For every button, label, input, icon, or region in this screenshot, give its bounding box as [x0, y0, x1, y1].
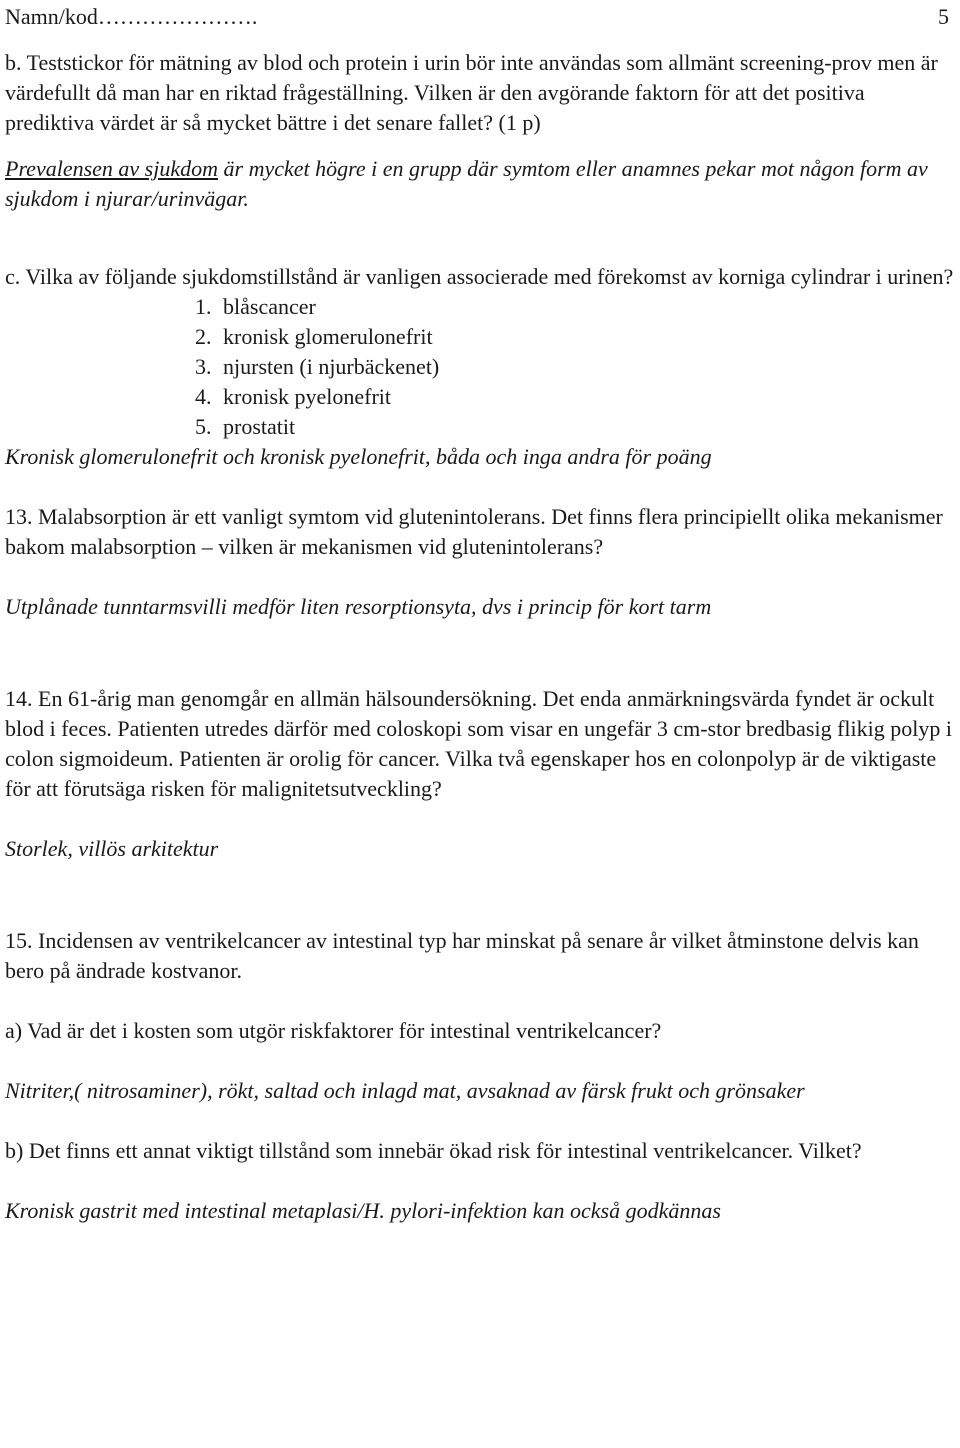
- page-number: 5: [938, 4, 949, 29]
- list-item-text: prostatit: [223, 414, 296, 439]
- answer-13: Utplånade tunntarmsvilli medför liten resorptionsyta, dvs i princip för kort tarm: [5, 594, 712, 619]
- list-item: [195, 322, 957, 352]
- list-item-number: 3.: [195, 354, 212, 379]
- list-item-number: 1.: [195, 294, 212, 319]
- question-12b: [5, 48, 957, 214]
- answer-15b: Kronisk gastrit med intestinal metaplasi/H. pylori-infektion kan också godkännas: [5, 1198, 721, 1223]
- option-list: [5, 292, 957, 442]
- question-13: [5, 502, 957, 622]
- question-12c-text: c. Vilka av följande sjukdomstillstånd är vanligen associerade med förekomst av korniga cylindrar i urinen?: [5, 264, 954, 289]
- answer-12b-rest: är mycket högre i en grupp där symtom eller anamnes pekar mot någon form av sjukdom i njurar/urinvägar.: [5, 156, 928, 211]
- answer-12b: [5, 154, 957, 214]
- question-14-text: 14. En 61-årig man genomgår en allmän hälsoundersökning. Det enda anmärkningsvärda fyndet är ockult blod i feces. Patienten utredes därför med coloskopi som visar en ungefär 3 cm-stor bredbasig flikig polyp i colon sigmoideum. Patienten är orolig för cancer. Vilka två egenskaper hos en colonpolyp är de viktigaste för att förutsäga risken för malignitetsutveckling?: [5, 686, 952, 801]
- question-15a-text: a) Vad är det i kosten som utgör riskfaktorer för intestinal ventrikelcancer?: [5, 1018, 662, 1043]
- question-15: [5, 926, 957, 1226]
- question-12c: [5, 262, 957, 472]
- exam-page: [5, 0, 957, 1226]
- list-item-number: 4.: [195, 384, 212, 409]
- answer-12b-underlined: Prevalensen av sjukdom: [5, 156, 219, 181]
- list-item: [195, 292, 957, 322]
- list-item-text: blåscancer: [223, 294, 316, 319]
- list-item-text: kronisk pyelonefrit: [223, 384, 392, 409]
- answer-12c: Kronisk glomerulonefrit och kronisk pyelonefrit, båda och inga andra för poäng: [5, 444, 712, 469]
- list-item-number: 5.: [195, 414, 212, 439]
- question-14: [5, 684, 957, 864]
- list-item: [195, 352, 957, 382]
- list-item: [195, 382, 957, 412]
- question-13-text: 13. Malabsorption är ett vanligt symtom vid glutenintolerans. Det finns flera principiellt olika mekanismer bakom malabsorption – vilken är mekanismen vid glutenintolerans?: [5, 504, 943, 559]
- name-field: Namn/kod………………….: [5, 4, 258, 29]
- list-item-text: njursten (i njurbäckenet): [223, 354, 440, 379]
- list-item-number: 2.: [195, 324, 212, 349]
- answer-14: Storlek, villös arkitektur: [5, 836, 219, 861]
- question-12b-text: b. Teststickor för mätning av blod och protein i urin bör inte användas som allmänt screening-prov men är värdefullt då man har en riktad frågeställning. Vilken är den avgörande faktorn för att det positiva prediktiva värdet är så mycket bättre i det senare fallet? (1 p): [5, 50, 938, 135]
- page-header: [5, 2, 957, 32]
- list-item: [195, 412, 957, 442]
- question-15b-text: b) Det finns ett annat viktigt tillstånd som innebär ökad risk för intestinal ventrikelcancer. Vilket?: [5, 1138, 862, 1163]
- list-item-text: kronisk glomerulonefrit: [223, 324, 433, 349]
- answer-15a: Nitriter,( nitrosaminer), rökt, saltad och inlagd mat, avsaknad av färsk frukt och grönsaker: [5, 1078, 805, 1103]
- question-15-text: 15. Incidensen av ventrikelcancer av intestinal typ har minskat på senare år vilket åtminstone delvis kan bero på ändrade kostvanor.: [5, 928, 919, 983]
